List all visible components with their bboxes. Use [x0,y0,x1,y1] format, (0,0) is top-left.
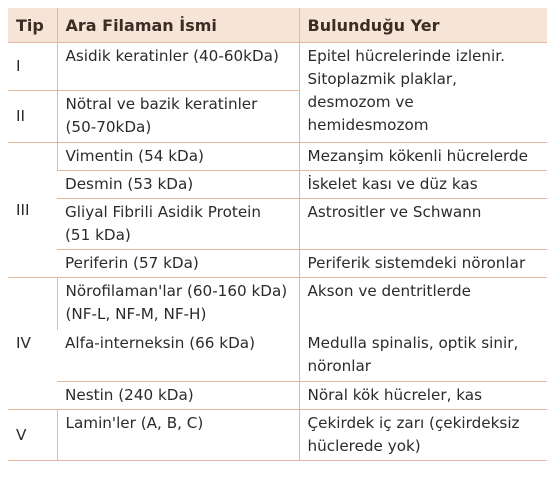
filament-name-cell: Nötral ve bazik keratinler (50-70kDa) [57,91,299,143]
location-cell: Periferik sistemdeki nöronlar [299,250,547,278]
filament-table [8,8,547,461]
location-cell: Epitel hücrelerinde izlenir. Sitoplazmik plaklar, desmozom ve hemidesmozom [299,43,547,143]
filament-name-cell: Periferin (57 kDa) [57,250,299,278]
tip-cell: V [8,410,57,461]
table-row [8,330,547,382]
filament-name-cell: Alfa-interneksin (66 kDa) [65,333,256,352]
tip-cell: III [8,143,57,278]
table-row [8,278,547,330]
tip-cell: IV [8,278,57,410]
header-filament-name: Ara Filaman İsmi [57,8,299,43]
table-row [8,199,547,250]
table-row [8,43,547,91]
location-cell: Nöral kök hücreler, kas [299,382,547,410]
location-cell: Akson ve dentritlerde [299,278,547,330]
tip-cell: II [8,91,57,143]
filament-name-cell: Nestin (240 kDa) [57,382,299,410]
header-location: Bulunduğu Yer [299,8,547,43]
table-row [8,382,547,410]
filament-name-cell: Vimentin (54 kDa) [57,143,299,171]
table-row [8,250,547,278]
location-cell: Astrositler ve Schwann [299,199,547,250]
filament-name-cell: Lamin'ler (A, B, C) [57,410,299,461]
location-cell: Mezanşim kökenli hücrelerde [299,143,547,171]
location-cell: Medulla spinalis, optik sinir, nöronlar [299,330,547,382]
table-row [8,143,547,171]
header-tip: Tip [8,8,57,43]
table-row [8,410,547,461]
filament-name-cell: Nörofilaman'lar (60-160 kDa) (NF-L, NF-M, NF-H) [57,278,299,330]
header-row [8,8,547,43]
filament-name-cell: Desmin (53 kDa) [57,171,299,199]
filament-name-cell: Asidik keratinler (40-60kDa) [57,43,299,91]
tip-cell: I [8,43,57,91]
table-row [8,171,547,199]
location-cell: İskelet kası ve düz kas [299,171,547,199]
filament-name-cell: Gliyal Fibrili Asidik Protein (51 kDa) [57,199,299,250]
location-cell: Çekirdek iç zarı (çekirdeksiz hüclerede yok) [299,410,547,461]
